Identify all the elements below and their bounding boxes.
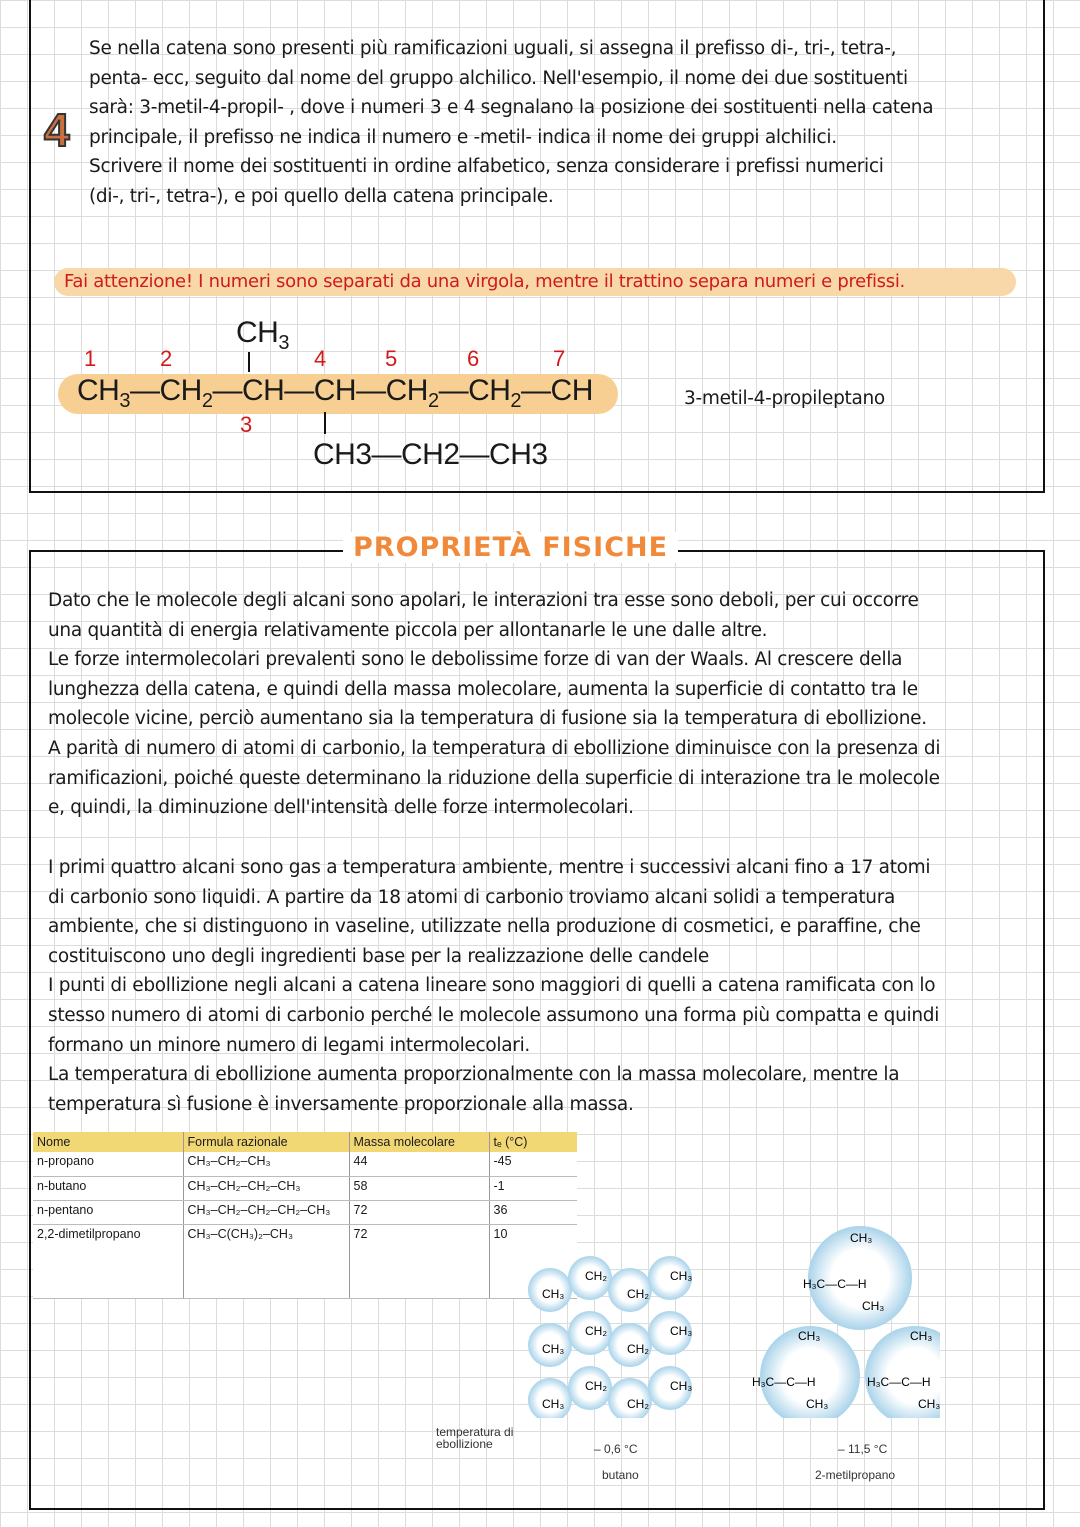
step-number: 4 — [44, 104, 70, 156]
svg-text:CH₃: CH₃ — [542, 1287, 565, 1301]
svg-text:CH₂: CH₂ — [627, 1287, 649, 1301]
carbon-number: 3 — [240, 412, 253, 437]
svg-text:CH₂: CH₂ — [585, 1269, 607, 1283]
isobutane-label: 2-metilpropano — [815, 1468, 896, 1482]
cell: CH₃–CH₂–CH₃ — [183, 1152, 349, 1176]
cell: -1 — [489, 1176, 577, 1200]
cell: CH₃–C(CH₃)₂–CH₃ — [183, 1224, 349, 1298]
isobutane-molecules — [752, 1226, 940, 1418]
svg-text:CH₃: CH₃ — [670, 1269, 693, 1283]
bond — [248, 352, 250, 372]
svg-text:H₃C—C—H: H₃C—C—H — [803, 1277, 867, 1291]
svg-text:CH₃: CH₃ — [798, 1329, 821, 1343]
text-line: I punti di ebollizione negli alcani a catena lineare sono maggiori di quelli a catena ramificata con lo — [48, 975, 936, 997]
carbon-number: 4 — [314, 346, 327, 371]
intro-text — [89, 34, 933, 212]
bond — [324, 412, 326, 434]
cell: n-propano — [33, 1152, 183, 1176]
cell: 58 — [349, 1176, 489, 1200]
formula-top-branch: $CH_3$ — [236, 316, 289, 354]
carbon-number: 2 — [160, 346, 173, 371]
text-line: Le forze intermolecolari prevalenti sono le debolissime forze di van der Waals. Al crescere della — [48, 649, 903, 671]
svg-text:CH₃: CH₃ — [850, 1231, 873, 1245]
cell: CH₃–CH₂–CH₂–CH₃ — [183, 1176, 349, 1200]
column-header: Massa molecolare — [349, 1132, 489, 1152]
cell: CH₃–CH₂–CH₂–CH₂–CH₃ — [183, 1200, 349, 1224]
svg-text:CH₃: CH₃ — [910, 1329, 933, 1343]
butane-molecules — [528, 1256, 692, 1418]
column-header: Formula razionale — [183, 1132, 349, 1152]
text-line: penta- ecc, seguito dal nome del gruppo alchilico. Nell'esempio, il nome dei due sostituenti — [89, 67, 908, 89]
text-line: costituiscono uno degli ingredienti base per la realizzazione delle candele — [48, 945, 709, 967]
column-header: tₑ (°C) — [489, 1132, 577, 1152]
text-line: una quantità di energia relativamente piccola per allontanarle le une dalle altre. — [48, 619, 768, 641]
text-line: Scrivere il nome dei sostituenti in ordine alfabetico, senza considerare i prefissi numerici — [89, 156, 884, 178]
svg-text:CH₃: CH₃ — [806, 1397, 829, 1411]
text-line: temperatura sì fusione è inversamente proporzionale alla massa. — [48, 1093, 634, 1115]
column-header: Nome — [33, 1132, 183, 1152]
warning-note: Fai attenzione! I numeri sono separati da una virgola, mentre il trattino separa numeri e prefissi. — [54, 268, 1016, 296]
text-line: e, quindi, la diminuzione dell'intensità delle forze intermolecolari. — [48, 797, 634, 819]
cell: 72 — [349, 1200, 489, 1224]
text-line: (di-, tri-, tetra-), e poi quello della catena principale. — [89, 185, 554, 207]
carbon-number: 7 — [553, 346, 566, 371]
text-line: Dato che le molecole degli alcani sono apolari, le interazioni tra esse sono deboli, per cui occorre — [48, 590, 919, 611]
svg-text:CH₃: CH₃ — [918, 1397, 940, 1411]
body-text-1 — [48, 586, 940, 823]
text-line: A parità di numero di atomi di carbonio, la temperatura di ebollizione diminuisce con la presenza di — [48, 737, 941, 759]
compound-name: 3-metil-4-propileptano — [684, 388, 885, 409]
cell: 44 — [349, 1152, 489, 1176]
table-header — [33, 1132, 577, 1152]
table-row — [33, 1200, 577, 1224]
isobutane-temperature: – 11,5 °C — [838, 1442, 888, 1456]
cell: n-pentano — [33, 1200, 183, 1224]
cell: 36 — [489, 1200, 577, 1224]
text-line: ramificazioni, poiché queste determinano la riduzione della superficie di interazione tra le molecole — [48, 767, 940, 789]
body-text-2 — [48, 853, 939, 1119]
formula-bottom-branch: CH3—CH2—CH3 — [313, 438, 548, 471]
carbon-number: 5 — [385, 346, 398, 371]
text-line: La temperatura di ebollizione aumenta proporzionalmente con la massa molecolare, mentre la — [48, 1064, 900, 1086]
text-line: principale, il prefisso ne indica il numero e -metil- indica il nome dei gruppi alchilici. — [89, 126, 837, 148]
butane-label: butano — [602, 1468, 639, 1482]
text-line: I primi quattro alcani sono gas a temperatura ambiente, mentre i successivi alcani fino a 17 atomi — [48, 857, 931, 878]
text-line: molecole vicine, perciò aumentano sia la temperatura di fusione sia la temperatura di ebollizione. — [48, 708, 927, 730]
cell: 10 — [489, 1224, 577, 1298]
carbon-number: 1 — [84, 346, 97, 371]
carbon-number: 6 — [467, 346, 480, 371]
cell: 72 — [349, 1224, 489, 1298]
boiling-point-figure — [520, 1218, 940, 1418]
text-line: di carbonio sono liquidi. A partire da 18 atomi di carbonio troviamo alcani solidi a temperatura — [48, 886, 896, 908]
text-line: lunghezza della catena, e quindi della massa molecolare, aumenta la superficie di contatto tra le — [48, 678, 918, 700]
figure-label: temperatura di ebollizione — [436, 1425, 514, 1451]
table-row — [33, 1152, 577, 1176]
cell: -45 — [489, 1152, 577, 1176]
svg-text:H₃C—C—H: H₃C—C—H — [752, 1375, 816, 1389]
text-line: stesso numero di atomi di carbonio perché le molecole assumono una forma più compatta e quindi — [48, 1004, 940, 1026]
formula-main-chain: $CH_3—CH_2—CH—CH—CH_2—CH_2—CH$ — [77, 374, 593, 412]
table-row — [33, 1224, 577, 1298]
text-line: formano un minore numero di legami intermolecolari. — [48, 1034, 530, 1056]
svg-text:CH₃: CH₃ — [862, 1299, 885, 1313]
text-line: sarà: 3-metil-4-propil- , dove i numeri 3 e 4 segnalano la posizione dei sostituenti nella catena — [89, 97, 934, 119]
butane-temperature: – 0,6 °C — [594, 1442, 638, 1456]
svg-text:H₃C—C—H: H₃C—C—H — [867, 1375, 931, 1389]
cell: 2,2-dimetilpropano — [33, 1224, 183, 1298]
alkanes-table — [33, 1132, 577, 1299]
text-line: ambiente, che si distinguono in vaseline, utilizzate nella produzione di cosmetici, e paraffine, che — [48, 916, 921, 938]
section-title: PROPRIETÀ FISICHE — [343, 532, 678, 563]
table-row — [33, 1176, 577, 1200]
cell: n-butano — [33, 1176, 183, 1200]
text-line: Se nella catena sono presenti più ramificazioni uguali, si assegna il prefisso di-, tri-, tetra-, — [89, 38, 897, 59]
